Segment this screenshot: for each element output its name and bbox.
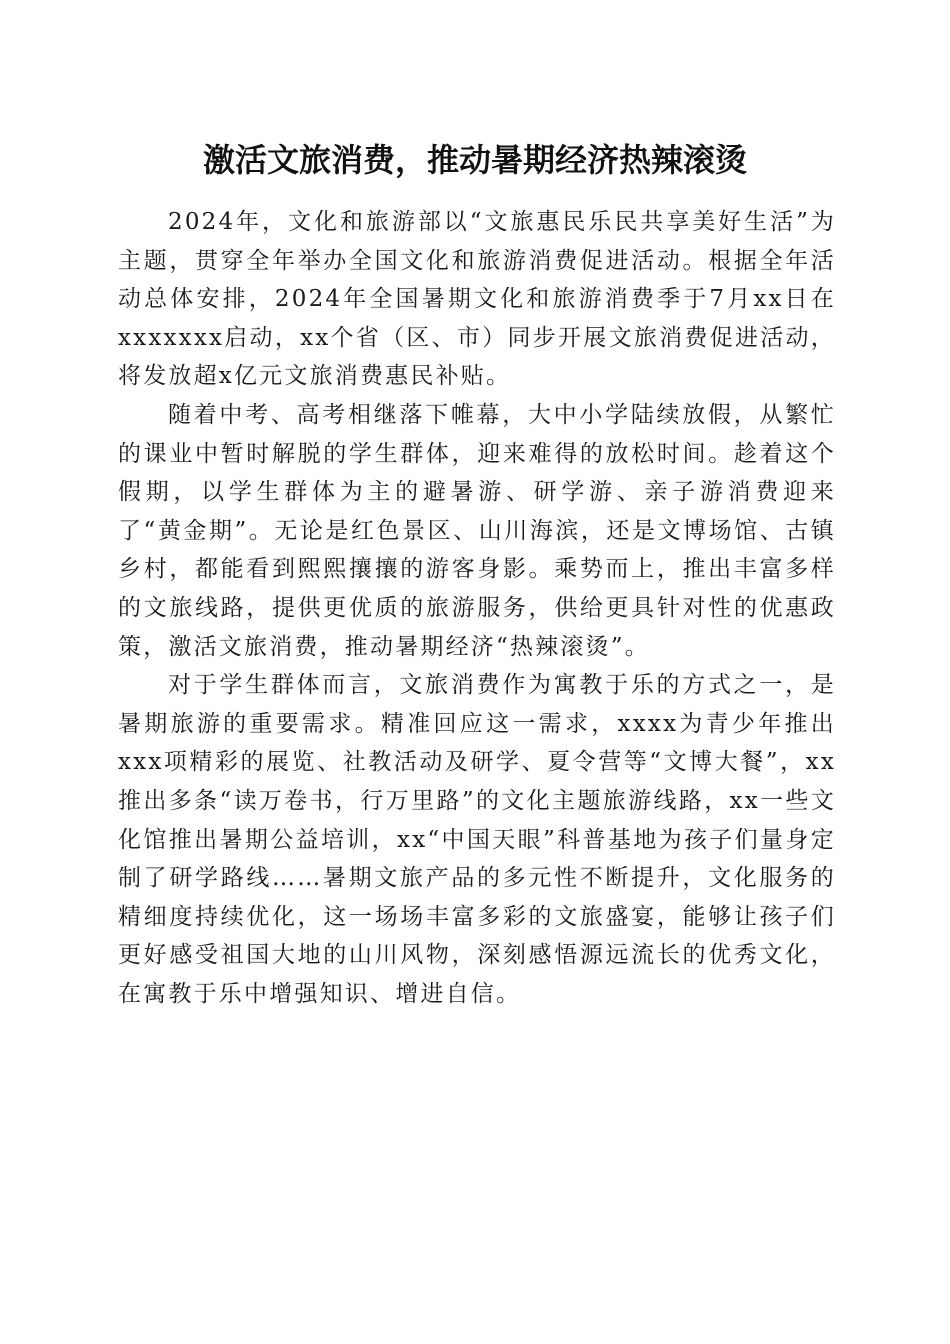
document-title: 激活文旅消费，推动暑期经济热辣滚烫 [202, 141, 747, 179]
paragraph-1: 2024年，文化和旅游部以“文旅惠民乐民共享美好生活”为主题，贯穿全年举办全国文化和旅游消费促进活动。根据全年活动总体安排，2024年全国暑期文化和旅游消费季于7月xx日在xxxxxxx启动，xx个省（区、市）同步开展文旅消费促进活动，将发放超x亿元文旅消费惠民补贴。 [118, 209, 836, 390]
paragraph-3: 对于学生群体而言，文旅消费作为寓教于乐的方式之一，是暑期旅游的重要需求。精准回应这一需求，xxxx为青少年推出xxx项精彩的展览、社教活动及研学、夏令营等“文博大餐”，xx推出多条“读万卷书，行万里路”的文化主题旅游线路，xx一些文化馆推出暑期公益培训，xx“中国天眼”科普基地为孩子们量身定制了研学路线……暑期文旅产品的多元性不断提升，文化服务的精细度持续优化，这一场场丰富多彩的文旅盛宴，能够让孩子们更好感受祖国大地的山川风物，深刻感悟源远流长的优秀文化，在寓教于乐中增强知识、增进自信。 [118, 672, 836, 1007]
paragraph-2: 随着中考、高考相继落下帷幕，大中小学陆续放假，从繁忙的课业中暂时解脱的学生群体，迎来难得的放松时间。趁着这个假期，以学生群体为主的避暑游、研学游、亲子游消费迎来了“黄金期”。无论是红色景区、山川海滨，还是文博场馆、古镇乡村，都能看到熙熙攘攘的游客身影。乘势而上，推出丰富多样的文旅线路，提供更优质的旅游服务，供给更具针对性的优惠政策，激活文旅消费，推动暑期经济“热辣滚烫”。 [118, 401, 836, 660]
document-body [118, 203, 836, 1013]
